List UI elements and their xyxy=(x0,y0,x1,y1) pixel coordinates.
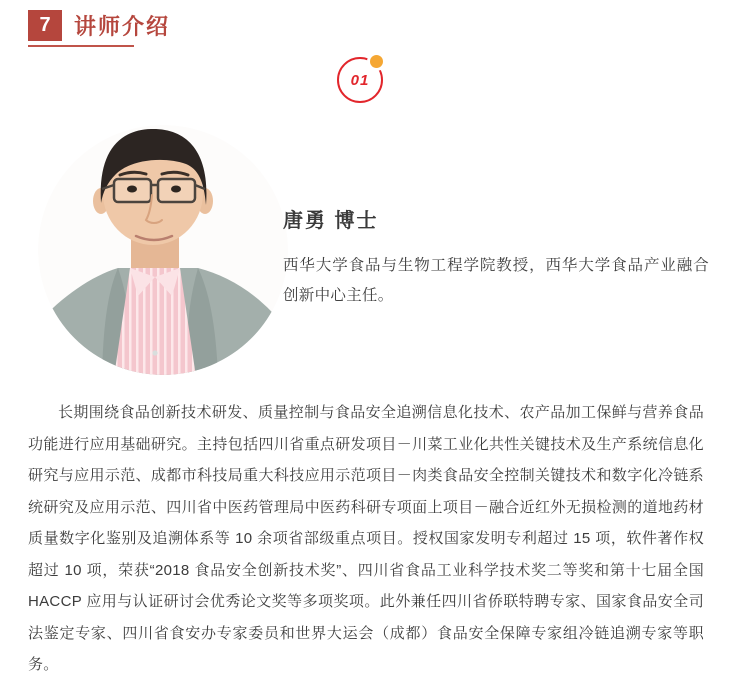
title-underline xyxy=(28,45,134,47)
speaker-photo xyxy=(38,125,288,375)
section-number-box: 7 xyxy=(28,10,62,41)
item-number-badge xyxy=(337,57,383,103)
badge-dot-icon xyxy=(370,55,383,68)
speaker-name: 唐勇 博士 xyxy=(283,210,379,232)
badge-number: 01 xyxy=(350,71,370,89)
portrait-illustration xyxy=(38,125,288,375)
section-title: 讲师介绍 xyxy=(74,14,171,39)
speaker-bio: 长期围绕食品创新技术研发、质量控制与食品安全追溯信息化技术、农产品加工保鲜与营养食品功能进行应用基础研究。主持包括四川省重点研发项目－川菜工业化共性关键技术及生产系统信息化研究与应用示范、成都市科技局重大科技应用示范项目－肉类食品安全控制关键技术和数字化冷链系统研究及应用示范、四川省中医药管理局中医药科研专项面上项目－融合近红外无损检测的道地药材质量数字化鉴别及追溯体系等 10 余项省部级重点项目。授权国家发明专利超过 15 项，软件著作权超过 10 项，荣获“2018 食品安全创新技术奖”、四川省食品工业科学技术奖二等奖和第十七届全国 HACCP 应用与认证研讨会优秀论文奖等多项奖项。此外兼任四川省侨联特聘专家、国家食品安全司法鉴定专家、四川省食安办专家委员和世界大运会（成都）食品安全保障专家组冷链追溯专家等职务。 xyxy=(28,404,704,673)
section-header xyxy=(28,10,170,41)
speaker-role: 西华大学食品与生物工程学院教授，西华大学食品产业融合创新中心主任。 xyxy=(283,257,709,304)
